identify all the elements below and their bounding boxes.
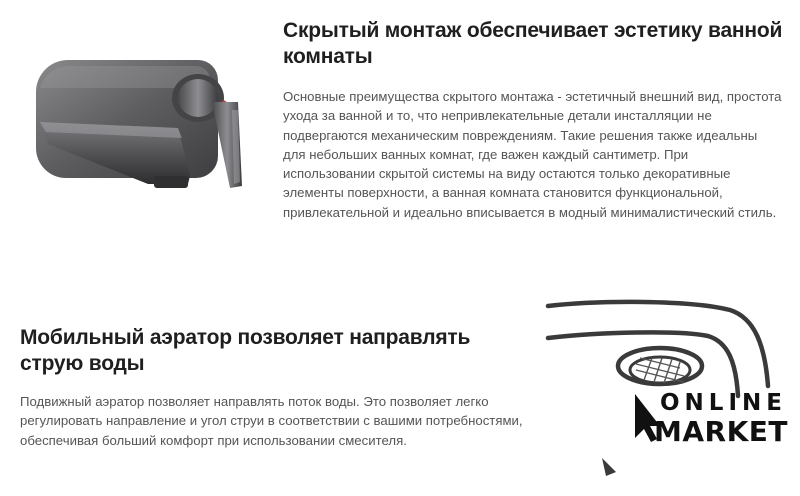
section-body: Подвижный аэратор позволяет направлять поток воды. Это позволяет легко регулировать направление и угол струи в соответствии с вашими потребностями, обеспечивая больший комфорт при использовании смесителя.	[20, 394, 523, 448]
wall-mounted-faucet-image	[28, 58, 268, 206]
logo-line-market: MARKET	[654, 415, 789, 448]
section-body: Основные преимущества скрытого монтажа - эстетичный внешний вид, простота ухода за ванной и то, что непривлекательные детали инсталляции не подвергаются механическим повреждениям. Такие решения также идеальны для небольших ванных комнат, где важен каждый сантиметр. При использовании скрытой системы на виду остаются только декоративные элементы поверхности, а ванная комната становится функциональной, привлекательной и идеально вписывается в модный минималистический стиль.	[283, 89, 782, 220]
section-mobile-aerator	[20, 325, 525, 450]
section-hidden-installation	[283, 18, 783, 222]
section-title: Мобильный аэратор позволяет направлять струю воды	[20, 326, 471, 375]
logo-line-online: ONLINE	[660, 390, 787, 416]
section-title: Скрытый монтаж обеспечивает эстетику ванной комнаты	[283, 19, 783, 68]
online-market-logo	[632, 388, 792, 448]
